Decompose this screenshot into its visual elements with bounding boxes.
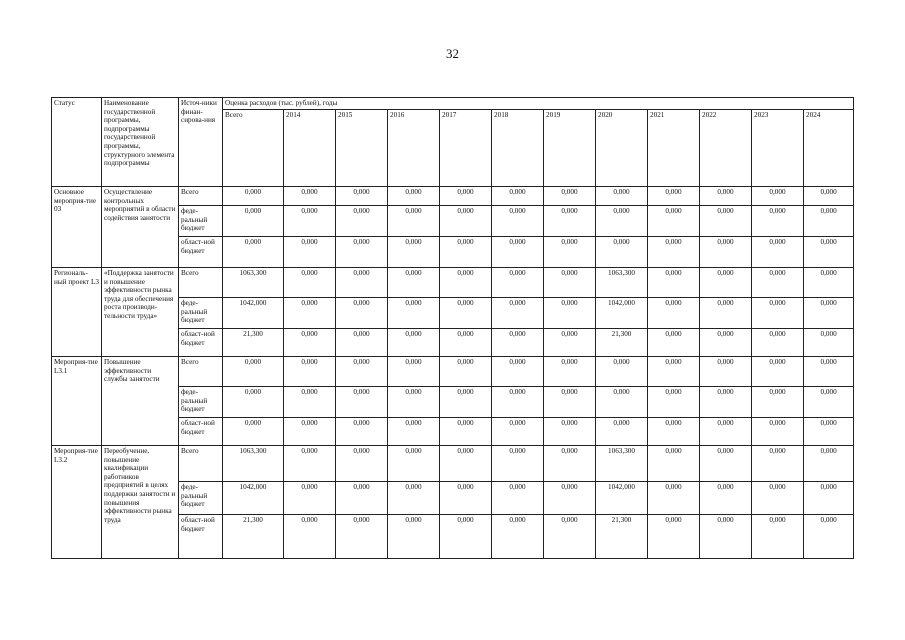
value-cell: 0,000: [596, 418, 648, 446]
row-source: Всего: [179, 187, 223, 206]
row-status: Мероприя-тие L3.1: [52, 357, 102, 446]
value-cell: 0,000: [752, 329, 804, 357]
value-cell: 0,000: [492, 482, 544, 515]
value-cell: 0,000: [284, 329, 336, 357]
value-cell: 0,000: [544, 418, 596, 446]
value-cell: 0,000: [284, 515, 336, 559]
value-cell: 1042,000: [596, 298, 648, 329]
value-cell: 0,000: [544, 387, 596, 418]
value-cell: 0,000: [752, 482, 804, 515]
value-cell: 0,000: [284, 482, 336, 515]
value-cell: 0,000: [440, 206, 492, 237]
table-row: [52, 268, 854, 298]
value-cell: 0,000: [752, 387, 804, 418]
value-cell: 0,000: [336, 482, 388, 515]
value-cell: 0,000: [752, 187, 804, 206]
value-cell: 0,000: [544, 237, 596, 268]
value-cell: 1063,300: [223, 446, 284, 482]
table-row: [52, 446, 854, 482]
value-cell: 0,000: [804, 387, 854, 418]
value-cell: 0,000: [648, 418, 700, 446]
row-source: област-ной бюджет: [179, 418, 223, 446]
value-cell: 0,000: [492, 357, 544, 387]
value-cell: 0,000: [388, 329, 440, 357]
row-source: Всего: [179, 446, 223, 482]
value-cell: 0,000: [440, 237, 492, 268]
row-source: област-ной бюджет: [179, 329, 223, 357]
row-status: Мероприя-тие L3.2: [52, 446, 102, 559]
value-cell: 0,000: [284, 418, 336, 446]
value-cell: 0,000: [492, 329, 544, 357]
value-cell: 0,000: [544, 515, 596, 559]
value-cell: 0,000: [284, 187, 336, 206]
value-cell: 0,000: [440, 268, 492, 298]
header-col-2021: 2021: [648, 110, 700, 187]
header-col-2024: 2024: [804, 110, 854, 187]
value-cell: 0,000: [804, 329, 854, 357]
value-cell: 0,000: [700, 268, 752, 298]
header-col-2022: 2022: [700, 110, 752, 187]
value-cell: 0,000: [648, 387, 700, 418]
value-cell: 0,000: [492, 237, 544, 268]
value-cell: 0,000: [440, 298, 492, 329]
value-cell: 0,000: [440, 482, 492, 515]
header-col-2017: 2017: [440, 110, 492, 187]
row-source: феде-ральный бюджет: [179, 387, 223, 418]
value-cell: 0,000: [648, 446, 700, 482]
value-cell: 0,000: [223, 206, 284, 237]
value-cell: 0,000: [492, 446, 544, 482]
value-cell: 0,000: [544, 298, 596, 329]
value-cell: 0,000: [492, 187, 544, 206]
value-cell: 21,300: [596, 329, 648, 357]
header-col-2018: 2018: [492, 110, 544, 187]
value-cell: 0,000: [700, 237, 752, 268]
value-cell: 0,000: [388, 515, 440, 559]
value-cell: 0,000: [648, 357, 700, 387]
value-cell: 1042,000: [223, 298, 284, 329]
value-cell: 0,000: [336, 206, 388, 237]
value-cell: 0,000: [440, 387, 492, 418]
value-cell: 0,000: [700, 298, 752, 329]
value-cell: 0,000: [284, 206, 336, 237]
value-cell: 0,000: [804, 187, 854, 206]
value-cell: 21,300: [223, 329, 284, 357]
value-cell: 0,000: [284, 357, 336, 387]
value-cell: 0,000: [544, 446, 596, 482]
value-cell: 0,000: [544, 329, 596, 357]
value-cell: 0,000: [336, 418, 388, 446]
value-cell: 0,000: [223, 387, 284, 418]
value-cell: 0,000: [648, 187, 700, 206]
header-col-2023: 2023: [752, 110, 804, 187]
value-cell: 0,000: [700, 446, 752, 482]
row-source: Всего: [179, 357, 223, 387]
value-cell: 0,000: [492, 418, 544, 446]
value-cell: 0,000: [752, 446, 804, 482]
row-source: феде-ральный бюджет: [179, 482, 223, 515]
row-source: област-ной бюджет: [179, 237, 223, 268]
row-source: феде-ральный бюджет: [179, 298, 223, 329]
value-cell: 0,000: [284, 446, 336, 482]
value-cell: 0,000: [804, 482, 854, 515]
value-cell: 0,000: [752, 418, 804, 446]
value-cell: 0,000: [440, 329, 492, 357]
value-cell: 0,000: [388, 298, 440, 329]
value-cell: 0,000: [648, 206, 700, 237]
row-status: Региональ-ный проект L3: [52, 268, 102, 357]
value-cell: 0,000: [284, 268, 336, 298]
row-name: Повышение эффективности службы занятости: [102, 357, 179, 446]
value-cell: 0,000: [804, 298, 854, 329]
value-cell: 0,000: [596, 387, 648, 418]
value-cell: 0,000: [492, 268, 544, 298]
value-cell: 0,000: [544, 357, 596, 387]
value-cell: 0,000: [648, 515, 700, 559]
value-cell: 0,000: [544, 268, 596, 298]
value-cell: 0,000: [336, 298, 388, 329]
value-cell: 0,000: [223, 237, 284, 268]
value-cell: 0,000: [752, 357, 804, 387]
value-cell: 0,000: [388, 387, 440, 418]
row-name: Осуществление контрольных мероприятий в области содействия занятости: [102, 187, 179, 268]
expenditure-table: [51, 97, 854, 559]
value-cell: 0,000: [648, 482, 700, 515]
value-cell: 0,000: [804, 268, 854, 298]
value-cell: 0,000: [388, 206, 440, 237]
value-cell: 0,000: [700, 206, 752, 237]
table-row: [52, 357, 854, 387]
value-cell: 0,000: [700, 357, 752, 387]
value-cell: 1042,000: [223, 482, 284, 515]
value-cell: 0,000: [596, 206, 648, 237]
value-cell: 0,000: [388, 187, 440, 206]
value-cell: 0,000: [648, 237, 700, 268]
header-name: Наименование государственной программы, подпрограммы государственной программы, структурного элемента подпрограммы: [102, 98, 179, 187]
value-cell: 0,000: [492, 206, 544, 237]
value-cell: 0,000: [648, 268, 700, 298]
value-cell: 0,000: [700, 387, 752, 418]
value-cell: 1042,000: [596, 482, 648, 515]
value-cell: 0,000: [700, 482, 752, 515]
value-cell: 0,000: [336, 387, 388, 418]
value-cell: 0,000: [336, 237, 388, 268]
header-col-total: Всего: [223, 110, 284, 187]
value-cell: 21,300: [596, 515, 648, 559]
value-cell: 0,000: [388, 357, 440, 387]
value-cell: 0,000: [700, 187, 752, 206]
value-cell: 0,000: [752, 298, 804, 329]
value-cell: 1063,300: [596, 268, 648, 298]
value-cell: 0,000: [336, 187, 388, 206]
value-cell: 1063,300: [223, 268, 284, 298]
value-cell: 0,000: [223, 357, 284, 387]
value-cell: 0,000: [336, 446, 388, 482]
value-cell: 0,000: [648, 298, 700, 329]
value-cell: 0,000: [804, 237, 854, 268]
header-source: Источ-ники финан-сирова-ния: [179, 98, 223, 187]
value-cell: 0,000: [440, 357, 492, 387]
value-cell: 0,000: [596, 357, 648, 387]
value-cell: 0,000: [492, 515, 544, 559]
value-cell: 0,000: [804, 357, 854, 387]
value-cell: 0,000: [752, 206, 804, 237]
value-cell: 0,000: [752, 268, 804, 298]
value-cell: 0,000: [336, 329, 388, 357]
value-cell: 0,000: [440, 418, 492, 446]
header-estimate: Оценка расходов (тыс. рублей), годы: [223, 98, 854, 110]
page-number: 32: [446, 46, 459, 61]
row-name: Переобучение, повышение квалификации работников предприятий в целях поддержки занятости и повышения эффективности рынка труда: [102, 446, 179, 559]
value-cell: 0,000: [596, 237, 648, 268]
value-cell: 0,000: [752, 515, 804, 559]
value-cell: 0,000: [336, 515, 388, 559]
value-cell: 0,000: [336, 357, 388, 387]
table-row: [52, 187, 854, 206]
value-cell: 0,000: [700, 329, 752, 357]
value-cell: 0,000: [804, 418, 854, 446]
value-cell: 0,000: [544, 482, 596, 515]
row-name: «Поддержка занятости и повышение эффективности рынка труда для обеспечения роста производи-тельности труда»: [102, 268, 179, 357]
row-status: Основное мероприя-тие 03: [52, 187, 102, 268]
header-col-2019: 2019: [544, 110, 596, 187]
row-source: област-ной бюджет: [179, 515, 223, 559]
value-cell: 0,000: [752, 237, 804, 268]
value-cell: 0,000: [336, 268, 388, 298]
header-col-2020: 2020: [596, 110, 648, 187]
value-cell: 0,000: [388, 237, 440, 268]
value-cell: 21,300: [223, 515, 284, 559]
header-status: Статус: [52, 98, 102, 187]
value-cell: 0,000: [223, 418, 284, 446]
value-cell: 0,000: [440, 187, 492, 206]
value-cell: 0,000: [440, 515, 492, 559]
value-cell: 0,000: [700, 515, 752, 559]
value-cell: 0,000: [804, 206, 854, 237]
header-col-2016: 2016: [388, 110, 440, 187]
value-cell: 0,000: [284, 298, 336, 329]
value-cell: 0,000: [596, 187, 648, 206]
value-cell: 0,000: [388, 418, 440, 446]
value-cell: 0,000: [388, 268, 440, 298]
row-source: Всего: [179, 268, 223, 298]
value-cell: 0,000: [804, 515, 854, 559]
value-cell: 1063,300: [596, 446, 648, 482]
value-cell: 0,000: [544, 187, 596, 206]
row-source: феде-ральный бюджет: [179, 206, 223, 237]
header-col-2014: 2014: [284, 110, 336, 187]
value-cell: 0,000: [648, 329, 700, 357]
value-cell: 0,000: [492, 387, 544, 418]
header-col-2015: 2015: [336, 110, 388, 187]
value-cell: 0,000: [544, 206, 596, 237]
value-cell: 0,000: [223, 187, 284, 206]
value-cell: 0,000: [804, 446, 854, 482]
value-cell: 0,000: [284, 237, 336, 268]
value-cell: 0,000: [388, 482, 440, 515]
value-cell: 0,000: [440, 446, 492, 482]
value-cell: 0,000: [388, 446, 440, 482]
value-cell: 0,000: [284, 387, 336, 418]
value-cell: 0,000: [492, 298, 544, 329]
value-cell: 0,000: [700, 418, 752, 446]
